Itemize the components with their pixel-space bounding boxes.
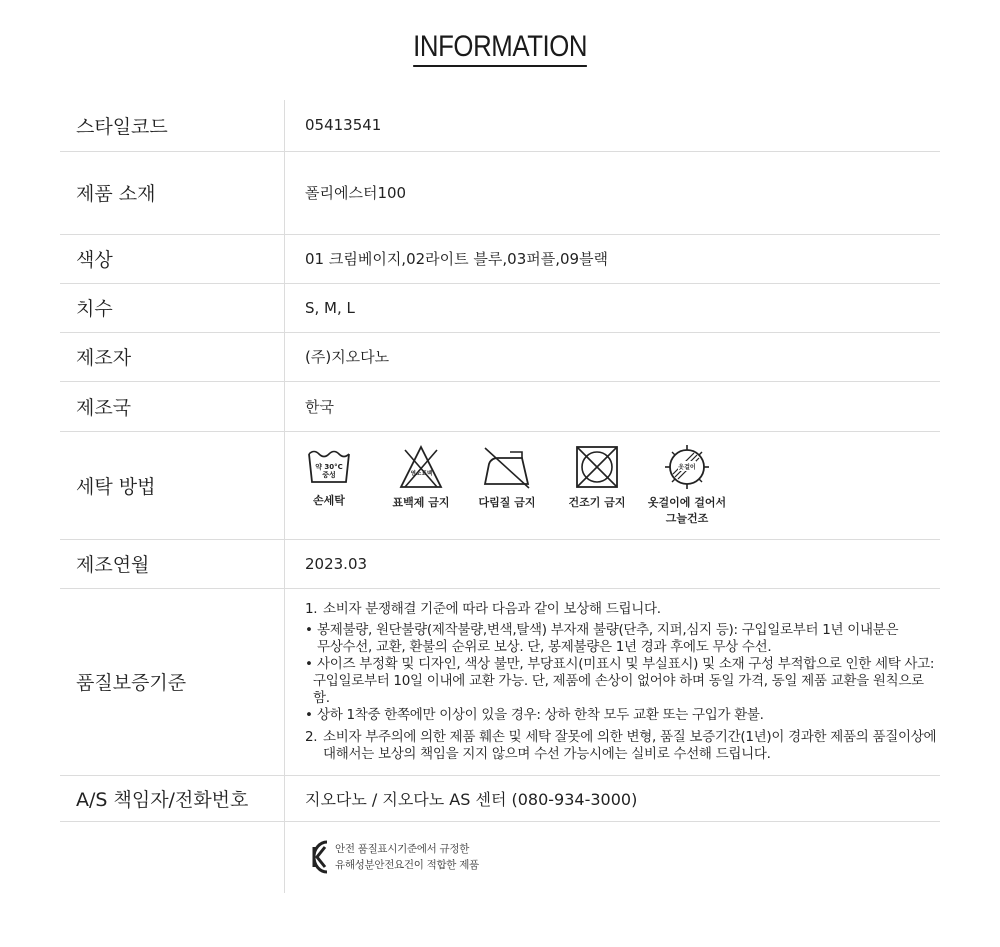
care-no-iron: [465, 444, 549, 510]
row-kc: [60, 821, 940, 893]
hand-wash-caption: 손세탁: [313, 494, 345, 507]
care-icons: [305, 444, 940, 526]
care-hand-wash: [305, 444, 353, 508]
country-value: 한국: [285, 381, 941, 431]
quality-item-1: [305, 601, 940, 618]
material-value: 폴리에스터100: [285, 151, 941, 234]
row-manufacture-date: [60, 539, 940, 588]
no-bleach-caption: 표백제 금지: [392, 496, 450, 509]
quality-label: 품질보증기준: [60, 588, 285, 775]
hand-wash-neutral: 중성: [322, 471, 336, 479]
kc-value: [285, 821, 941, 893]
as-label: A/S 책임자/전화번호: [60, 775, 285, 821]
no-bleach-text2: 표백: [421, 471, 433, 477]
country-label: 제조국: [60, 381, 285, 431]
as-value: 지오다노 / 지오다노 AS 센터 (080-934-3000): [285, 775, 941, 821]
title-wrap: [0, 30, 1000, 67]
no-iron-icon: [482, 444, 532, 490]
quality-bullet-1-line2: 무상수선, 교환, 환불의 순위로 보상. 단, 봉제불량은 1년 경과 후에도 무상 수선.: [317, 638, 772, 655]
hang-dry-caption-line2: 그늘건조: [665, 512, 709, 525]
no-iron-caption: 다림질 금지: [478, 496, 536, 509]
quality-bullet-3-text: 상하 1착중 한쪽에만 이상이 있을 경우: 상하 한착 모두 교환 또는 구입가 환불.: [317, 706, 764, 723]
hang-dry-text: 옷걸이: [678, 464, 696, 471]
row-material: [60, 151, 940, 234]
quality-value: [285, 588, 941, 775]
quality-item-2: [305, 729, 940, 763]
size-value: S, M, L: [285, 283, 941, 332]
color-label: 색상: [60, 234, 285, 283]
manufacture-date-label: 제조연월: [60, 539, 285, 588]
no-bleach-icon: [399, 444, 443, 490]
quality-item-2-line1: 소비자 부주의에 의한 제품 훼손 및 세탁 잘못에 의한 변형, 품질 보증기간(1년)이 경과한 제품의 품질이상에: [323, 728, 937, 745]
no-tumble-dry-icon: [574, 444, 620, 490]
quality-item-2-line2: 대해서는 보상의 책임을 지지 않으며 수선 가능시에는 실비로 수선해 드립니다.: [323, 745, 771, 762]
kc-logo-icon: [305, 839, 331, 875]
quality-text: [305, 601, 940, 763]
quality-item-1-text: 소비자 분쟁해결 기준에 따라 다음과 같이 보상해 드립니다.: [323, 600, 661, 617]
hang-dry-shade-icon: [664, 444, 710, 490]
care-no-tumble-dry: [555, 444, 639, 510]
row-washing: [60, 431, 940, 539]
page-title: INFORMATION: [413, 30, 587, 67]
quality-bullet-3: • 상하 1착중 한쪽에만 이상이 있을 경우: 상하 한착 모두 교환 또는 구입가 환불.: [305, 706, 764, 723]
style-code-label: 스타일코드: [60, 100, 285, 151]
row-style-code: [60, 100, 940, 151]
manufacturer-value: (주)지오다노: [285, 332, 941, 381]
washing-label: 세탁 방법: [60, 431, 285, 539]
quality-item-1-num: 1.: [305, 600, 318, 617]
style-code-value: 05413541: [285, 100, 941, 151]
quality-bullet-2-line1: 사이즈 부정확 및 디자인, 색상 불만, 부당표시(미표시 및 부실표시) 및 소재 구성 부적합으로 인한 세탁 사고:: [317, 655, 935, 672]
kc-line2: 유해성분안전요건이 적합한 제품: [335, 859, 479, 872]
size-label: 치수: [60, 283, 285, 332]
kc-line1: 안전 품질표시기준에서 규정한: [335, 843, 470, 856]
quality-bullet-2-line2: 구입일로부터 10일 이내에 교환 가능. 단, 제품에 손상이 없어야 하며 동일 가격, 동일 제품 교환을 원칙으로 함.: [313, 672, 924, 706]
row-manufacturer: [60, 332, 940, 381]
hand-wash-icon: [306, 444, 352, 488]
hang-dry-caption-line1: 옷걸이에 걸어서: [647, 496, 727, 509]
quality-bullet-2: • 사이즈 부정확 및 디자인, 색상 불만, 부당표시(미표시 및 부실표시) 및 소재 구성 부적합으로 인한 세탁 사고: 구입일로부터 10일 이내에 교환 가능. 단, 제품에 손상이 없어야 하며 동일 가격, 동일 제품 교환을 원칙으로 함.: [305, 656, 940, 707]
row-color: [60, 234, 940, 283]
quality-bullet-1-line1: 봉제불량, 원단불량(제작불량,변색,탈색) 부자재 불량(단추, 지퍼,심지 등): 구입일로부터 1년 이내분은: [317, 621, 899, 638]
row-country: [60, 381, 940, 431]
care-hang-dry-shade: [645, 444, 729, 526]
row-quality: [60, 588, 940, 775]
quality-bullet-1: • 봉제불량, 원단불량(제작불량,변색,탈색) 부자재 불량(단추, 지퍼,심지 등): 구입일로부터 1년 이내분은 무상수선, 교환, 환불의 순위로 보상. 단, 봉제불량은 1년 경과 후에도 무상 수선.: [305, 621, 899, 655]
kc-mark: [305, 839, 940, 875]
manufacturer-label: 제조자: [60, 332, 285, 381]
hand-wash-temp: 약 30°C: [315, 463, 343, 471]
color-value: 01 크림베이지,02라이트 블루,03퍼플,09블랙: [285, 234, 941, 283]
manufacture-date-value: 2023.03: [285, 539, 941, 588]
kc-label-empty: [60, 821, 285, 893]
no-bleach-text1: 염소: [410, 471, 422, 477]
row-size: [60, 283, 940, 332]
quality-item-2-num: 2.: [305, 728, 318, 745]
row-as: [60, 775, 940, 821]
care-no-bleach: [379, 444, 463, 510]
no-tumble-dry-caption: 건조기 금지: [568, 496, 626, 509]
washing-value: [285, 431, 941, 539]
information-table: [60, 100, 940, 893]
material-label: 제품 소재: [60, 151, 285, 234]
